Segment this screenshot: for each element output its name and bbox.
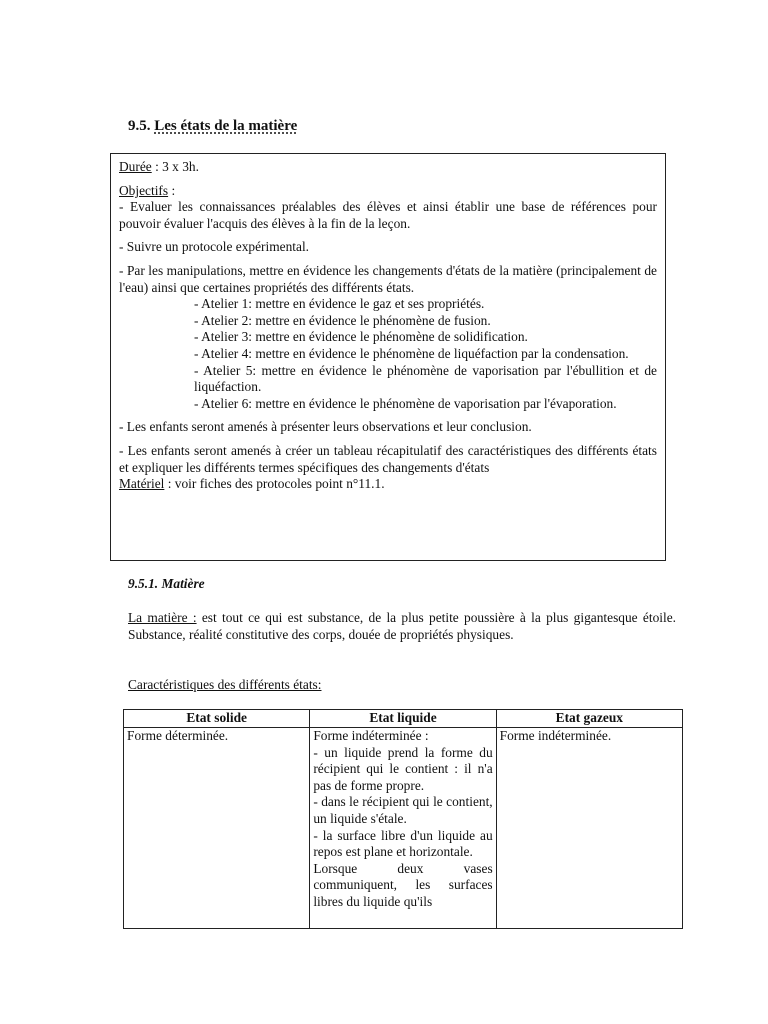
matiere-definition	[128, 610, 676, 643]
table-row	[124, 728, 683, 929]
section-title	[128, 118, 297, 135]
objective-5: - Les enfants seront amenés à créer un tableau récapitulatif des caractéristiques des différents états et expliquer les différents termes spécifiques des changements d'états	[119, 442, 657, 475]
atelier-item: - Atelier 3: mettre en évidence le phénomène de solidification.	[194, 329, 528, 345]
atelier-item: - Atelier 1: mettre en évidence le gaz et ses propriétés.	[194, 296, 485, 312]
section-title-text: Les états de la matière	[154, 118, 298, 134]
objectifs-line	[119, 183, 657, 200]
definition-text: est tout ce qui est substance, de la plus petite poussière à la plus gigantesque étoile. Substance, réalité constitutive des corps, douée de propriétés physiques.	[128, 610, 677, 642]
materiel-label: Matériel	[119, 476, 165, 492]
states-table	[123, 709, 683, 929]
objective-2: - Suivre un protocole expérimental.	[119, 239, 310, 255]
liquide-line: - dans le récipient qui le contient, un liquide s'étale.	[313, 794, 493, 826]
atelier-item: - Atelier 4: mettre en évidence le phénomène de liquéfaction par la condensation.	[194, 345, 629, 361]
objective-4: - Les enfants seront amenés à présenter leurs observations et leur conclusion.	[119, 419, 532, 435]
objectifs-suffix: :	[168, 182, 176, 198]
lesson-info-box	[110, 153, 666, 561]
liquide-line: - la surface libre d'un liquide au repos est plane et horizontale.	[313, 827, 493, 860]
liquide-line: Lorsque deux vases communiquent, les surfaces libres du liquide qu'ils	[313, 860, 493, 909]
atelier-item: - Atelier 2: mettre en évidence le phénomène de fusion.	[194, 312, 491, 328]
header-liquide: Etat liquide	[310, 710, 496, 728]
header-solide: Etat solide	[124, 710, 310, 728]
ateliers-list	[119, 296, 657, 412]
materiel-line	[119, 476, 657, 493]
duree-value: : 3 x 3h.	[151, 159, 199, 174]
caracteristiques-heading: Caractéristiques des différents états:	[128, 677, 322, 692]
objective-1: - Evaluer les connaissances préalables des élèves et ainsi établir une base de références pour pouvoir évaluer l'acquis des élèves à la fin de la leçon.	[119, 199, 657, 231]
subsection-title: 9.5.1. Matière	[128, 576, 205, 591]
definition-term: La matière :	[128, 610, 197, 625]
cell-liquide	[310, 728, 496, 929]
cell-solide: Forme déterminée.	[124, 728, 310, 929]
duree-label: Durée	[119, 159, 152, 174]
header-gazeux: Etat gazeux	[496, 710, 682, 728]
materiel-value: : voir fiches des protocoles point n°11.1.	[164, 476, 385, 492]
atelier-item: - Atelier 6: mettre en évidence le phénomène de vaporisation par l'évaporation.	[194, 395, 617, 411]
objectifs-label: Objectifs	[119, 182, 169, 198]
section-number: 9.5.	[128, 118, 151, 134]
cell-gazeux: Forme indéterminée.	[496, 728, 682, 929]
atelier-item: - Atelier 5: mettre en évidence le phénomène de vaporisation par l'ébullition et de liquéfaction.	[194, 362, 657, 395]
objective-3: - Par les manipulations, mettre en évidence les changements d'états de la matière (principalement de l'eau) ainsi que certaines propriétés des différents états.	[119, 262, 657, 295]
duree-line	[119, 159, 657, 176]
liquide-line: Forme indéterminée :	[313, 728, 429, 743]
liquide-line: - un liquide prend la forme du récipient qui le contient : il n'a pas de forme propre.	[313, 744, 493, 793]
table-header-row	[124, 710, 683, 728]
